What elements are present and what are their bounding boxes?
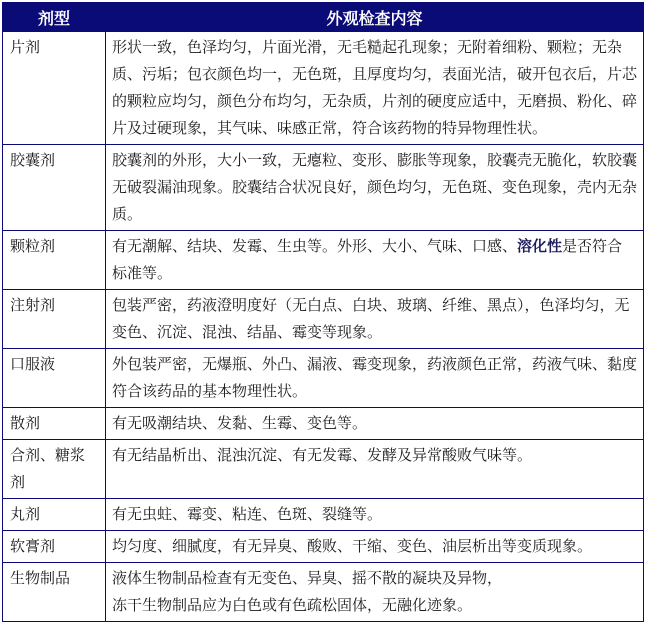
inspection-content-cell: 形状一致，色泽均匀，片面光滑，无毛糙起孔现象；无附着细粉、颗粒；无杂质、污垢；包衣颜色均一，无色斑，且厚度均匀，表面光洁，破开包衣后，片芯的颗粒应均匀，颜色分布均匀，无杂质，片剂的硬度应适中，无磨损、粉化、碎片及过硬现象，其气味、味感正常，符合该药物的特异物理性状。 [106,32,644,145]
column-header-inspection-content: 外观检查内容 [106,3,644,32]
dosage-form-cell: 丸剂 [3,499,106,531]
inspection-content-cell: 胶囊剂的外形，大小一致，无瘪粒、变形、膨胀等现象，胶囊壳无脆化，软胶囊无破裂漏油现象。胶囊结合状况良好，颜色均匀，无色斑、变色现象，壳内无杂质。 [106,145,644,231]
dosage-form-cell: 片剂 [3,32,106,145]
inspection-content-cell: 有无结晶析出、混浊沉淀、有无发霉、发酵及异常酸败气味等。 [106,440,644,499]
table-row [3,290,644,349]
table-row [3,408,644,440]
content-line: 液体生物制品检查有无变色、异臭、摇不散的凝块及异物， [112,569,503,587]
highlighted-term: 溶化性 [517,237,563,255]
table-row [3,32,644,145]
content-line: 冻干生物制品应为白色或有色疏松固体，无融化迹象。 [112,596,473,614]
inspection-content-cell [106,231,644,290]
dosage-form-cell: 口服液 [3,349,106,408]
dosage-form-cell: 散剂 [3,408,106,440]
inspection-table [2,2,644,622]
inspection-content-cell: 外包装严密，无爆瓶、外凸、漏液、霉变现象，药液颜色正常，药液气味、黏度符合该药品的基本物理性状。 [106,349,644,408]
table-row [3,145,644,231]
table-header-row [3,3,644,32]
dosage-form-cell: 注射剂 [3,290,106,349]
column-header-dosage-form: 剂型 [3,3,106,32]
table-row [3,440,644,499]
dosage-form-cell: 生物制品 [3,563,106,622]
inspection-content-cell: 有无吸潮结块、发黏、生霉、变色等。 [106,408,644,440]
dosage-form-cell: 合剂、糖浆剂 [3,440,106,499]
inspection-content-cell: 均匀度、细腻度，有无异臭、酸败、干缩、变色、油层析出等变质现象。 [106,531,644,563]
content-text: 是否符合标准等。 [112,237,623,282]
content-text: 有无潮解、结块、发霉、生虫等。外形、大小、气味、口感、 [112,237,518,255]
dosage-form-cell: 胶囊剂 [3,145,106,231]
table-row [3,349,644,408]
dosage-form-cell: 软膏剂 [3,531,106,563]
dosage-form-cell: 颗粒剂 [3,231,106,290]
inspection-content-cell: 包装严密，药液澄明度好（无白点、白块、玻璃、纤维、黑点），色泽均匀，无变色、沉淀、混浊、结晶、霉变等现象。 [106,290,644,349]
table-row [3,499,644,531]
table-row [3,231,644,290]
inspection-content-cell [106,563,644,622]
table-row [3,531,644,563]
inspection-content-cell: 有无虫蛀、霉变、粘连、色斑、裂缝等。 [106,499,644,531]
table-row [3,563,644,622]
